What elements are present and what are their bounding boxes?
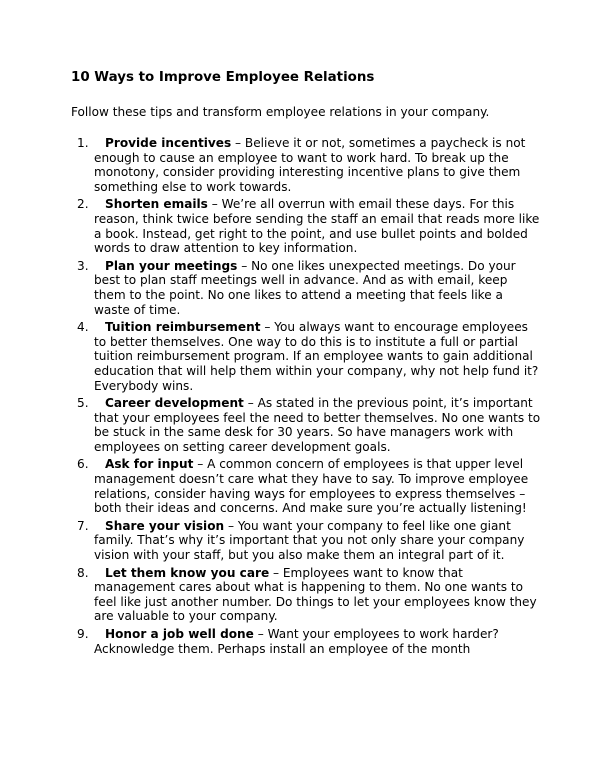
list-item	[71, 457, 541, 515]
item-heading: Plan your meetings	[105, 258, 238, 273]
item-heading: Honor a job well done	[105, 627, 254, 641]
list-item	[71, 320, 541, 393]
list-number: 1.	[77, 136, 89, 150]
document-page	[71, 70, 541, 659]
item-text: – You always want to encourage employees to better themselves. One way to do this is to institute a full or partial tuition reimbursement program. If an employee wants to gain additional education that will help them within your company, why not help fund it? Everybody wins.	[94, 320, 539, 393]
intro-paragraph: Follow these tips and transform employee relations in your company.	[71, 105, 490, 119]
list-item	[71, 396, 541, 454]
item-text: – Believe it or not, sometimes a paycheck is not enough to cause an employee to want to work hard. To break up the monotony, consider providing interesting incentive plans to give them something else to work towards.	[94, 136, 526, 194]
list-number: 8.	[77, 565, 89, 580]
list-item	[71, 197, 541, 255]
tips-list	[71, 136, 541, 656]
item-heading: Shorten emails	[105, 197, 208, 212]
list-number: 4.	[77, 320, 89, 335]
list-item	[71, 136, 541, 194]
list-item	[71, 627, 541, 656]
list-item	[71, 519, 541, 563]
item-heading: Ask for input	[105, 457, 194, 472]
item-text: – We’re all overrun with email these days. For this reason, think twice before sending the staff an email that reads more like a book. Instead, get right to the point, and use bullet points and bolded words to draw attention to key information.	[94, 197, 540, 256]
item-text: – No one likes unexpected meetings. Do your best to plan staff meetings well in advance. And as with email, keep them to the point. No one likes to attend a meeting that feels like a waste of time.	[94, 258, 516, 317]
item-text: – A common concern of employees is that upper level management doesn’t care what they have to say. To improve employee relations, consider having ways for employees to express themselves – both their ideas and concerns. And make sure you’re actually listening!	[94, 457, 529, 516]
item-heading: Provide incentives	[105, 136, 232, 150]
item-text: – You want your company to feel like one giant family. That’s why it’s important that you not only share your company vision with your staff, but you also make them an integral part of it.	[94, 518, 525, 563]
list-number: 7.	[77, 518, 89, 533]
item-heading: Tuition reimbursement	[105, 320, 261, 335]
item-text: – As stated in the previous point, it’s important that your employees feel the need to better themselves. No one wants to be stuck in the same desk for 30 years. So have managers work with employees on setting career development goals.	[94, 396, 541, 454]
item-text: – Want your employees to work harder? Acknowledge them. Perhaps install an employee of the month	[94, 627, 499, 656]
list-number: 3.	[77, 258, 89, 273]
item-text: – Employees want to know that management cares about what is happening to them. No one wants to feel like just another number. Do things to let your employees know they are valuable to your company.	[94, 565, 537, 624]
list-number: 2.	[77, 197, 89, 212]
item-heading: Share your vision	[105, 518, 225, 533]
list-number: 5.	[77, 396, 89, 411]
document-title: 10 Ways to Improve Employee Relations	[71, 70, 375, 85]
list-number: 6.	[77, 457, 89, 472]
item-heading: Let them know you care	[105, 565, 270, 580]
list-item	[71, 566, 541, 624]
list-number: 9.	[77, 627, 89, 641]
item-heading: Career development	[105, 396, 244, 411]
list-item	[71, 259, 541, 317]
